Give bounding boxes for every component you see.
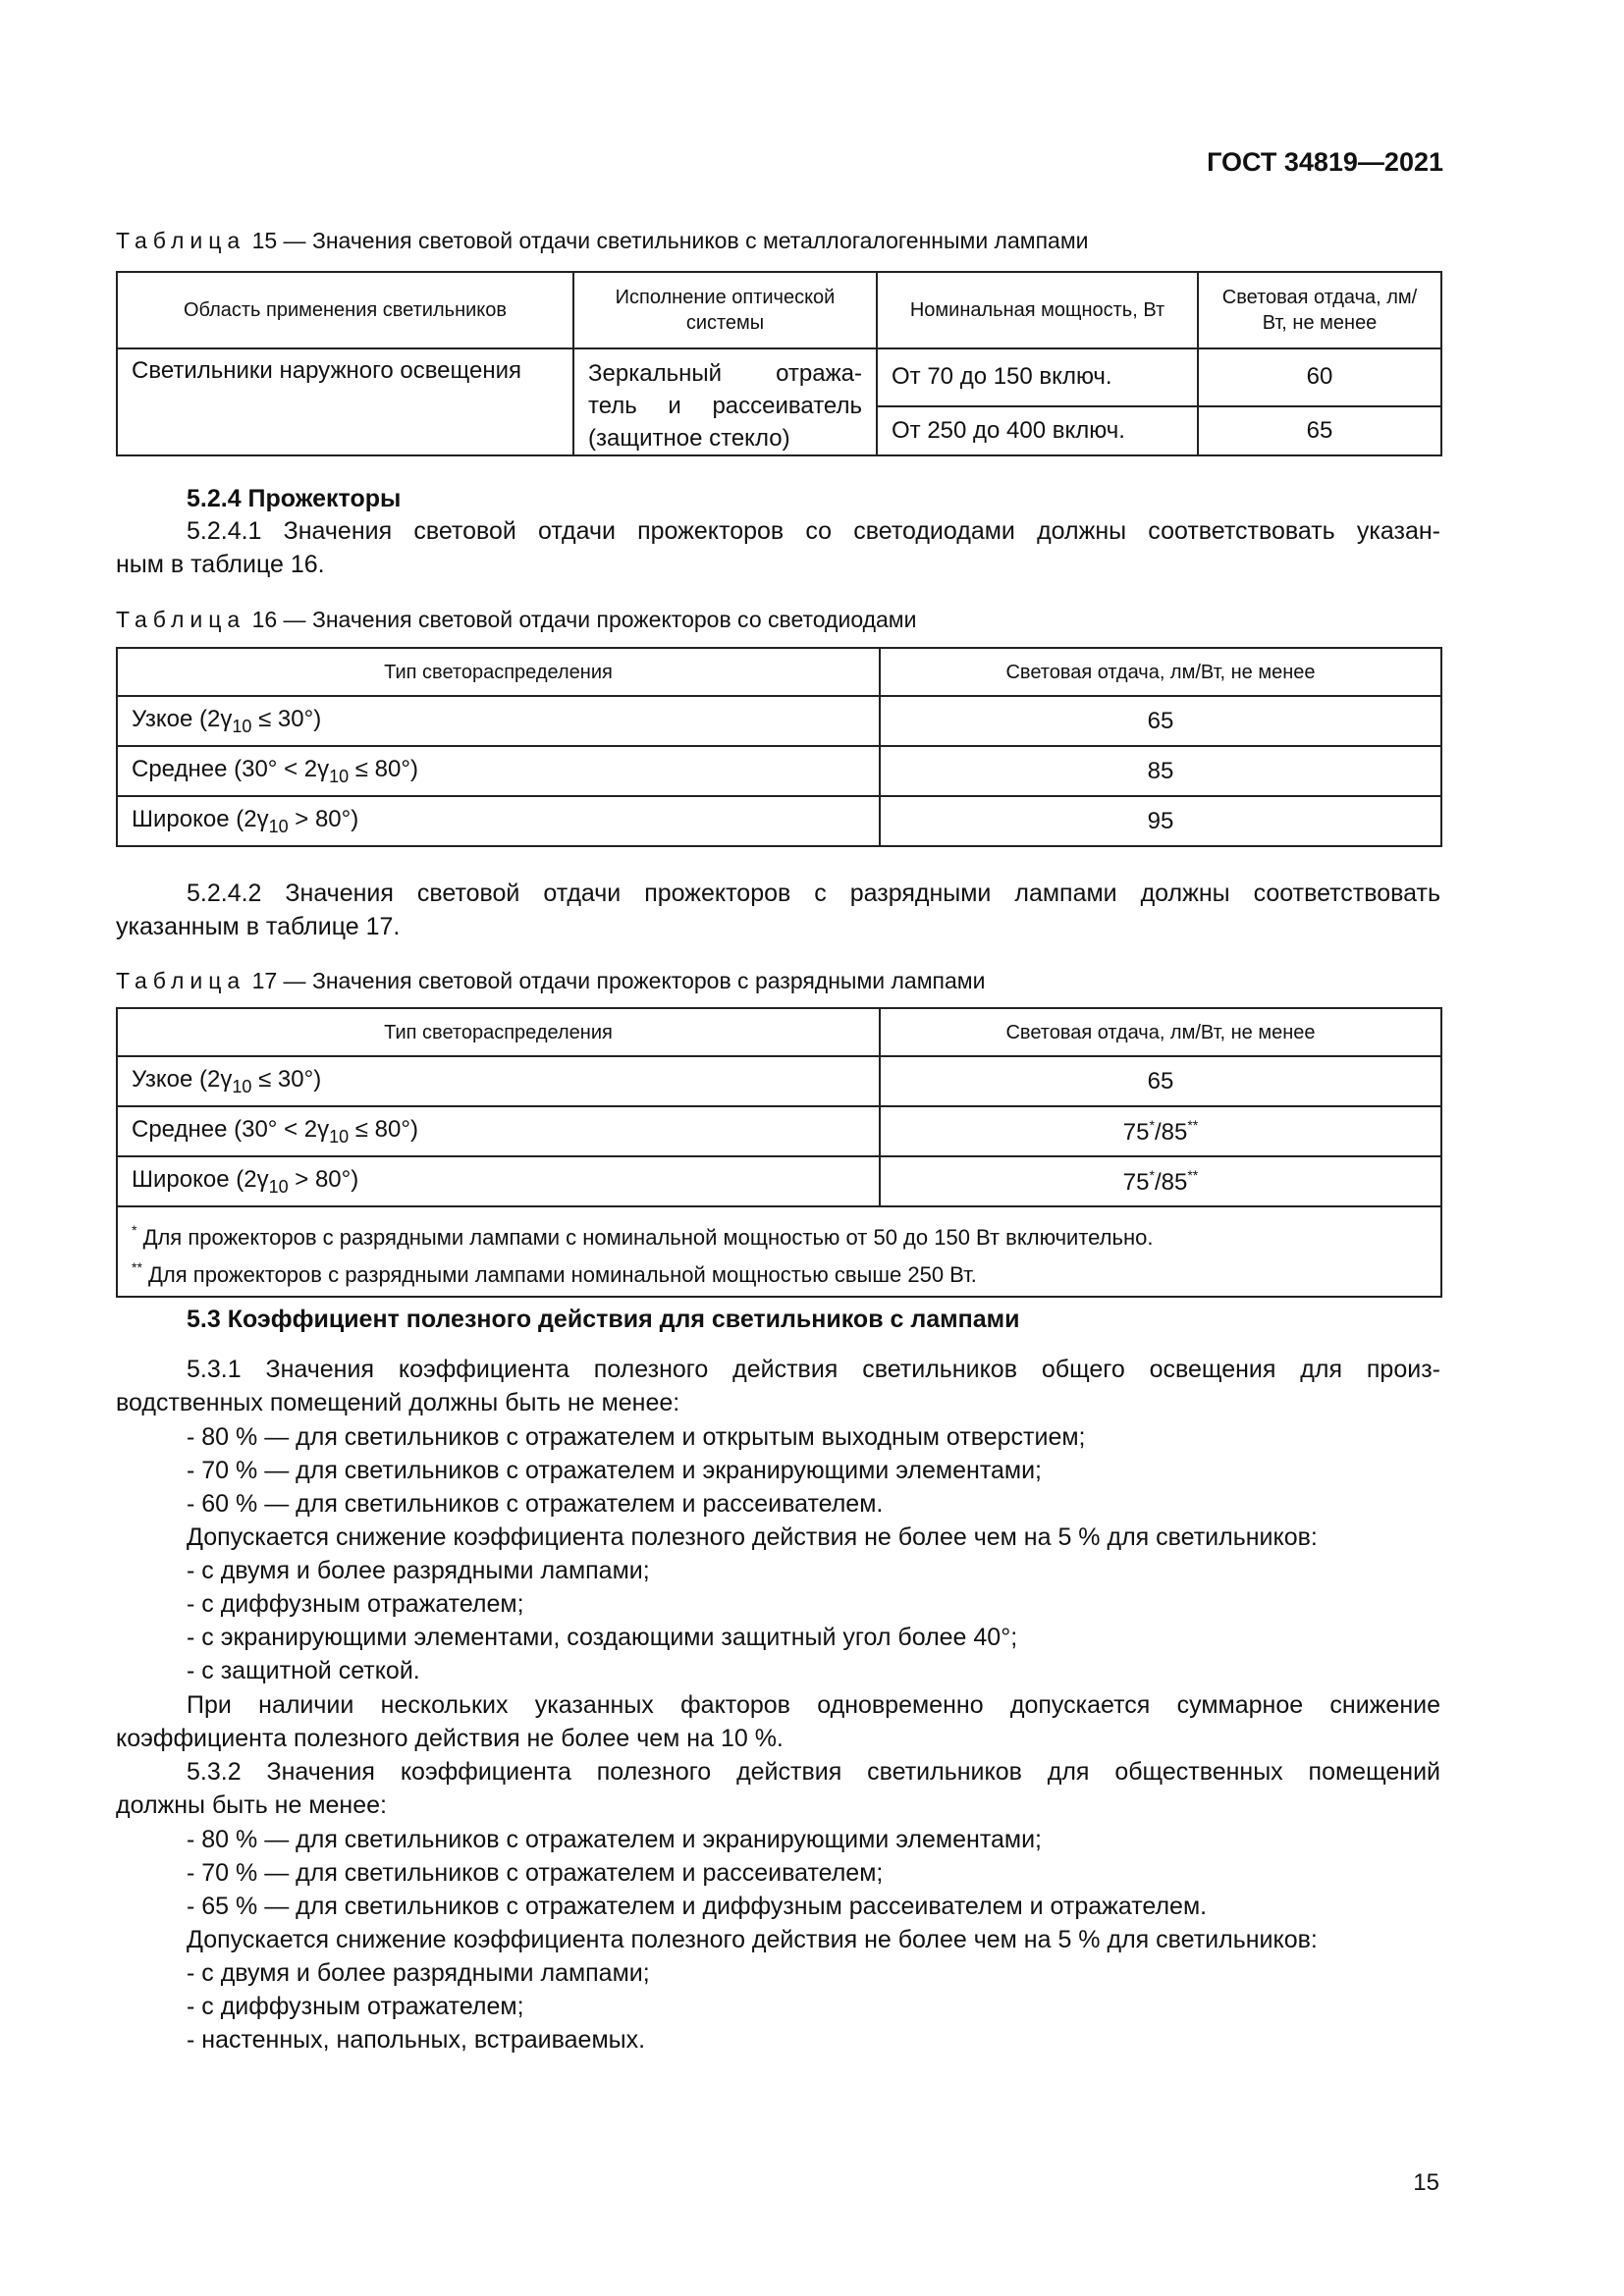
optics-line: Зеркальный отража- xyxy=(588,360,862,387)
text-line: водственных помещений должны быть не менее: xyxy=(116,1389,680,1416)
table-header-cell: Исполнение оптической системы xyxy=(573,272,877,348)
table16 xyxy=(116,647,1442,847)
subscript: 10 xyxy=(232,716,252,736)
document-code: ГОСТ 34819—2021 xyxy=(1207,147,1443,177)
list-item: - 65 % — для светильников с отражателем и диффузным рассеивателем и отражателем. xyxy=(187,1893,1208,1920)
list-item: - с двумя и более разрядными лампами; xyxy=(187,1959,650,1987)
type-text: ≤ 80°) xyxy=(349,1115,418,1143)
table-label: Таблица xyxy=(116,607,246,632)
section-title: 5.2.4 Прожекторы xyxy=(187,485,402,512)
table-cell-value: 65 xyxy=(1198,406,1441,455)
type-text: Узкое (2γ xyxy=(132,705,233,732)
type-text: > 80°) xyxy=(288,1165,359,1193)
text-line: 5.3.1 Значения коэффициента полезного действия светильников общего освещения для произ- xyxy=(187,1356,1440,1383)
footnote-2 xyxy=(132,1253,1427,1290)
page-number: 15 xyxy=(1413,2169,1439,2196)
optics-line: (защитное стекло) xyxy=(588,425,790,452)
table17 xyxy=(116,1007,1442,1298)
table-cell-value: 65 xyxy=(880,696,1441,746)
list-item: - с экранирующими элементами, создающими защитный угол более 40°; xyxy=(187,1624,1018,1651)
type-text: Широкое (2γ xyxy=(132,805,269,832)
table-cell-area: Светильники наружного освещения xyxy=(117,348,573,455)
paragraph-5241 xyxy=(116,514,1440,581)
paragraph-531 xyxy=(116,1353,1440,1419)
table-cell-type xyxy=(117,1106,880,1156)
list-item: - 70 % — для светильников с отражателем и рассеивателем; xyxy=(187,1859,884,1887)
table17-caption xyxy=(116,968,985,994)
type-text: ≤ 80°) xyxy=(349,755,418,782)
footnote-mark: * xyxy=(1149,1116,1155,1133)
list-item: - с двумя и более разрядными лампами; xyxy=(187,1557,650,1584)
list-item: - с диффузным отражателем; xyxy=(187,1590,524,1618)
value-part: 75 xyxy=(1122,1118,1150,1146)
text-line: указанным в таблице 17. xyxy=(116,913,401,940)
type-text: ≤ 30°) xyxy=(251,1065,322,1093)
footnote-mark: ** xyxy=(132,1259,142,1275)
text-line: При наличии нескольких указанных факторов одновременно допускается суммарное снижение xyxy=(187,1691,1440,1719)
table-header-cell: Тип светораспределения xyxy=(117,1008,880,1056)
table-cell-type xyxy=(117,696,880,746)
table-notes xyxy=(117,1206,1441,1297)
text-line: 5.3.2 Значения коэффициента полезного действия светильников для общественных помещений xyxy=(187,1758,1440,1786)
table-cell-value: 85 xyxy=(880,746,1441,796)
subscript: 10 xyxy=(232,1076,252,1096)
list-item: - 80 % — для светильников с отражателем и экранирующими элементами; xyxy=(187,1826,1042,1853)
subscript: 10 xyxy=(329,1126,350,1147)
table-header-cell: Световая отдача, лм/Вт, не менее xyxy=(880,648,1441,696)
table-cell-value xyxy=(880,1156,1441,1206)
type-text: Узкое (2γ xyxy=(132,1065,233,1093)
section-title: 5.3 Коэффициент полезного действия для светильников с лампами xyxy=(187,1306,1020,1333)
table-cell-power: От 70 до 150 включ. xyxy=(877,348,1198,406)
table-header-cell: Тип светораспределения xyxy=(117,648,880,696)
table-caption-text: 16 — Значения световой отдачи прожекторов со светодиодами xyxy=(245,607,917,632)
footnote-1 xyxy=(132,1215,1427,1253)
subscript: 10 xyxy=(268,816,289,836)
type-text: Среднее (30° < 2γ xyxy=(132,755,330,782)
table-label: Таблица xyxy=(116,968,246,993)
footnote-text: Для прожекторов с разрядными лампами номинальной мощностью свыше 250 Вт. xyxy=(141,1262,977,1287)
table-cell-type xyxy=(117,1156,880,1206)
list-item: - 70 % — для светильников с отражателем и экранирующими элементами; xyxy=(187,1457,1042,1484)
footnote-mark: ** xyxy=(1187,1166,1199,1183)
text-line: Допускается снижение коэффициента полезного действия не более чем на 5 % для светильников: xyxy=(187,1926,1318,1953)
type-text: > 80°) xyxy=(288,805,359,832)
text-line: 5.2.4.1 Значения световой отдачи прожекторов со светодиодами должны соответствовать указан- xyxy=(187,517,1440,545)
table-header-cell: Световая отдача, лм/Вт, не менее xyxy=(1198,272,1441,348)
text-line: 5.2.4.2 Значения световой отдачи прожекторов с разрядными лампами должны соответствовать xyxy=(187,880,1440,907)
value-part: /85 xyxy=(1154,1118,1188,1146)
paragraph-multi xyxy=(116,1688,1440,1755)
table-header-cell: Номинальная мощность, Вт xyxy=(877,272,1198,348)
list-item: - 80 % — для светильников с отражателем и открытым выходным отверстием; xyxy=(187,1423,1086,1451)
table-header-cell: Область применения светильников xyxy=(117,272,573,348)
footnote-text: Для прожекторов с разрядными лампами с номинальной мощностью от 50 до 150 Вт включительно. xyxy=(136,1225,1154,1250)
table-cell-type xyxy=(117,746,880,796)
optics-line: тель и рассеиватель xyxy=(588,393,862,419)
subscript: 10 xyxy=(268,1176,289,1197)
table-cell-value: 65 xyxy=(880,1056,1441,1106)
table-cell-value: 60 xyxy=(1198,348,1441,406)
table-cell-value xyxy=(880,1106,1441,1156)
type-text: Среднее (30° < 2γ xyxy=(132,1115,330,1143)
list-item: - 60 % — для светильников с отражателем и рассеивателем. xyxy=(187,1490,884,1518)
footnote-mark: * xyxy=(1149,1166,1155,1183)
table-cell-power: От 250 до 400 включ. xyxy=(877,406,1198,455)
footnote-mark: * xyxy=(132,1222,137,1238)
text-line: Допускается снижение коэффициента полезного действия не более чем на 5 % для светильников: xyxy=(187,1523,1318,1551)
type-text: Широкое (2γ xyxy=(132,1165,269,1193)
text-line: ным в таблице 16. xyxy=(116,551,325,578)
footnote-mark: ** xyxy=(1187,1116,1199,1133)
list-item: - настенных, напольных, встраиваемых. xyxy=(187,2026,646,2054)
list-item: - с защитной сеткой. xyxy=(187,1657,420,1684)
table15-caption xyxy=(116,228,1089,254)
text-line: коэффициента полезного действия не более чем на 10 %. xyxy=(116,1725,784,1752)
paragraph-532 xyxy=(116,1755,1440,1822)
value-part: 75 xyxy=(1122,1168,1150,1196)
subscript: 10 xyxy=(329,766,350,786)
table-label: Таблица xyxy=(116,228,246,253)
table-cell-type xyxy=(117,1056,880,1106)
type-text: ≤ 30°) xyxy=(251,705,322,732)
value-part: /85 xyxy=(1154,1168,1188,1196)
table-caption-text: 17 — Значения световой отдачи прожекторов с разрядными лампами xyxy=(245,968,986,993)
table-header-cell: Световая отдача, лм/Вт, не менее xyxy=(880,1008,1441,1056)
table-caption-text: 15 — Значения световой отдачи светильников с металлогалогенными лампами xyxy=(245,228,1089,253)
table-cell-optics xyxy=(573,348,877,455)
list-item: - с диффузным отражателем; xyxy=(187,1993,524,2020)
paragraph-5242 xyxy=(116,877,1440,943)
table15 xyxy=(116,271,1442,456)
text-line: должны быть не менее: xyxy=(116,1791,387,1819)
table-cell-type xyxy=(117,796,880,846)
table16-caption xyxy=(116,607,916,633)
table-cell-value: 95 xyxy=(880,796,1441,846)
